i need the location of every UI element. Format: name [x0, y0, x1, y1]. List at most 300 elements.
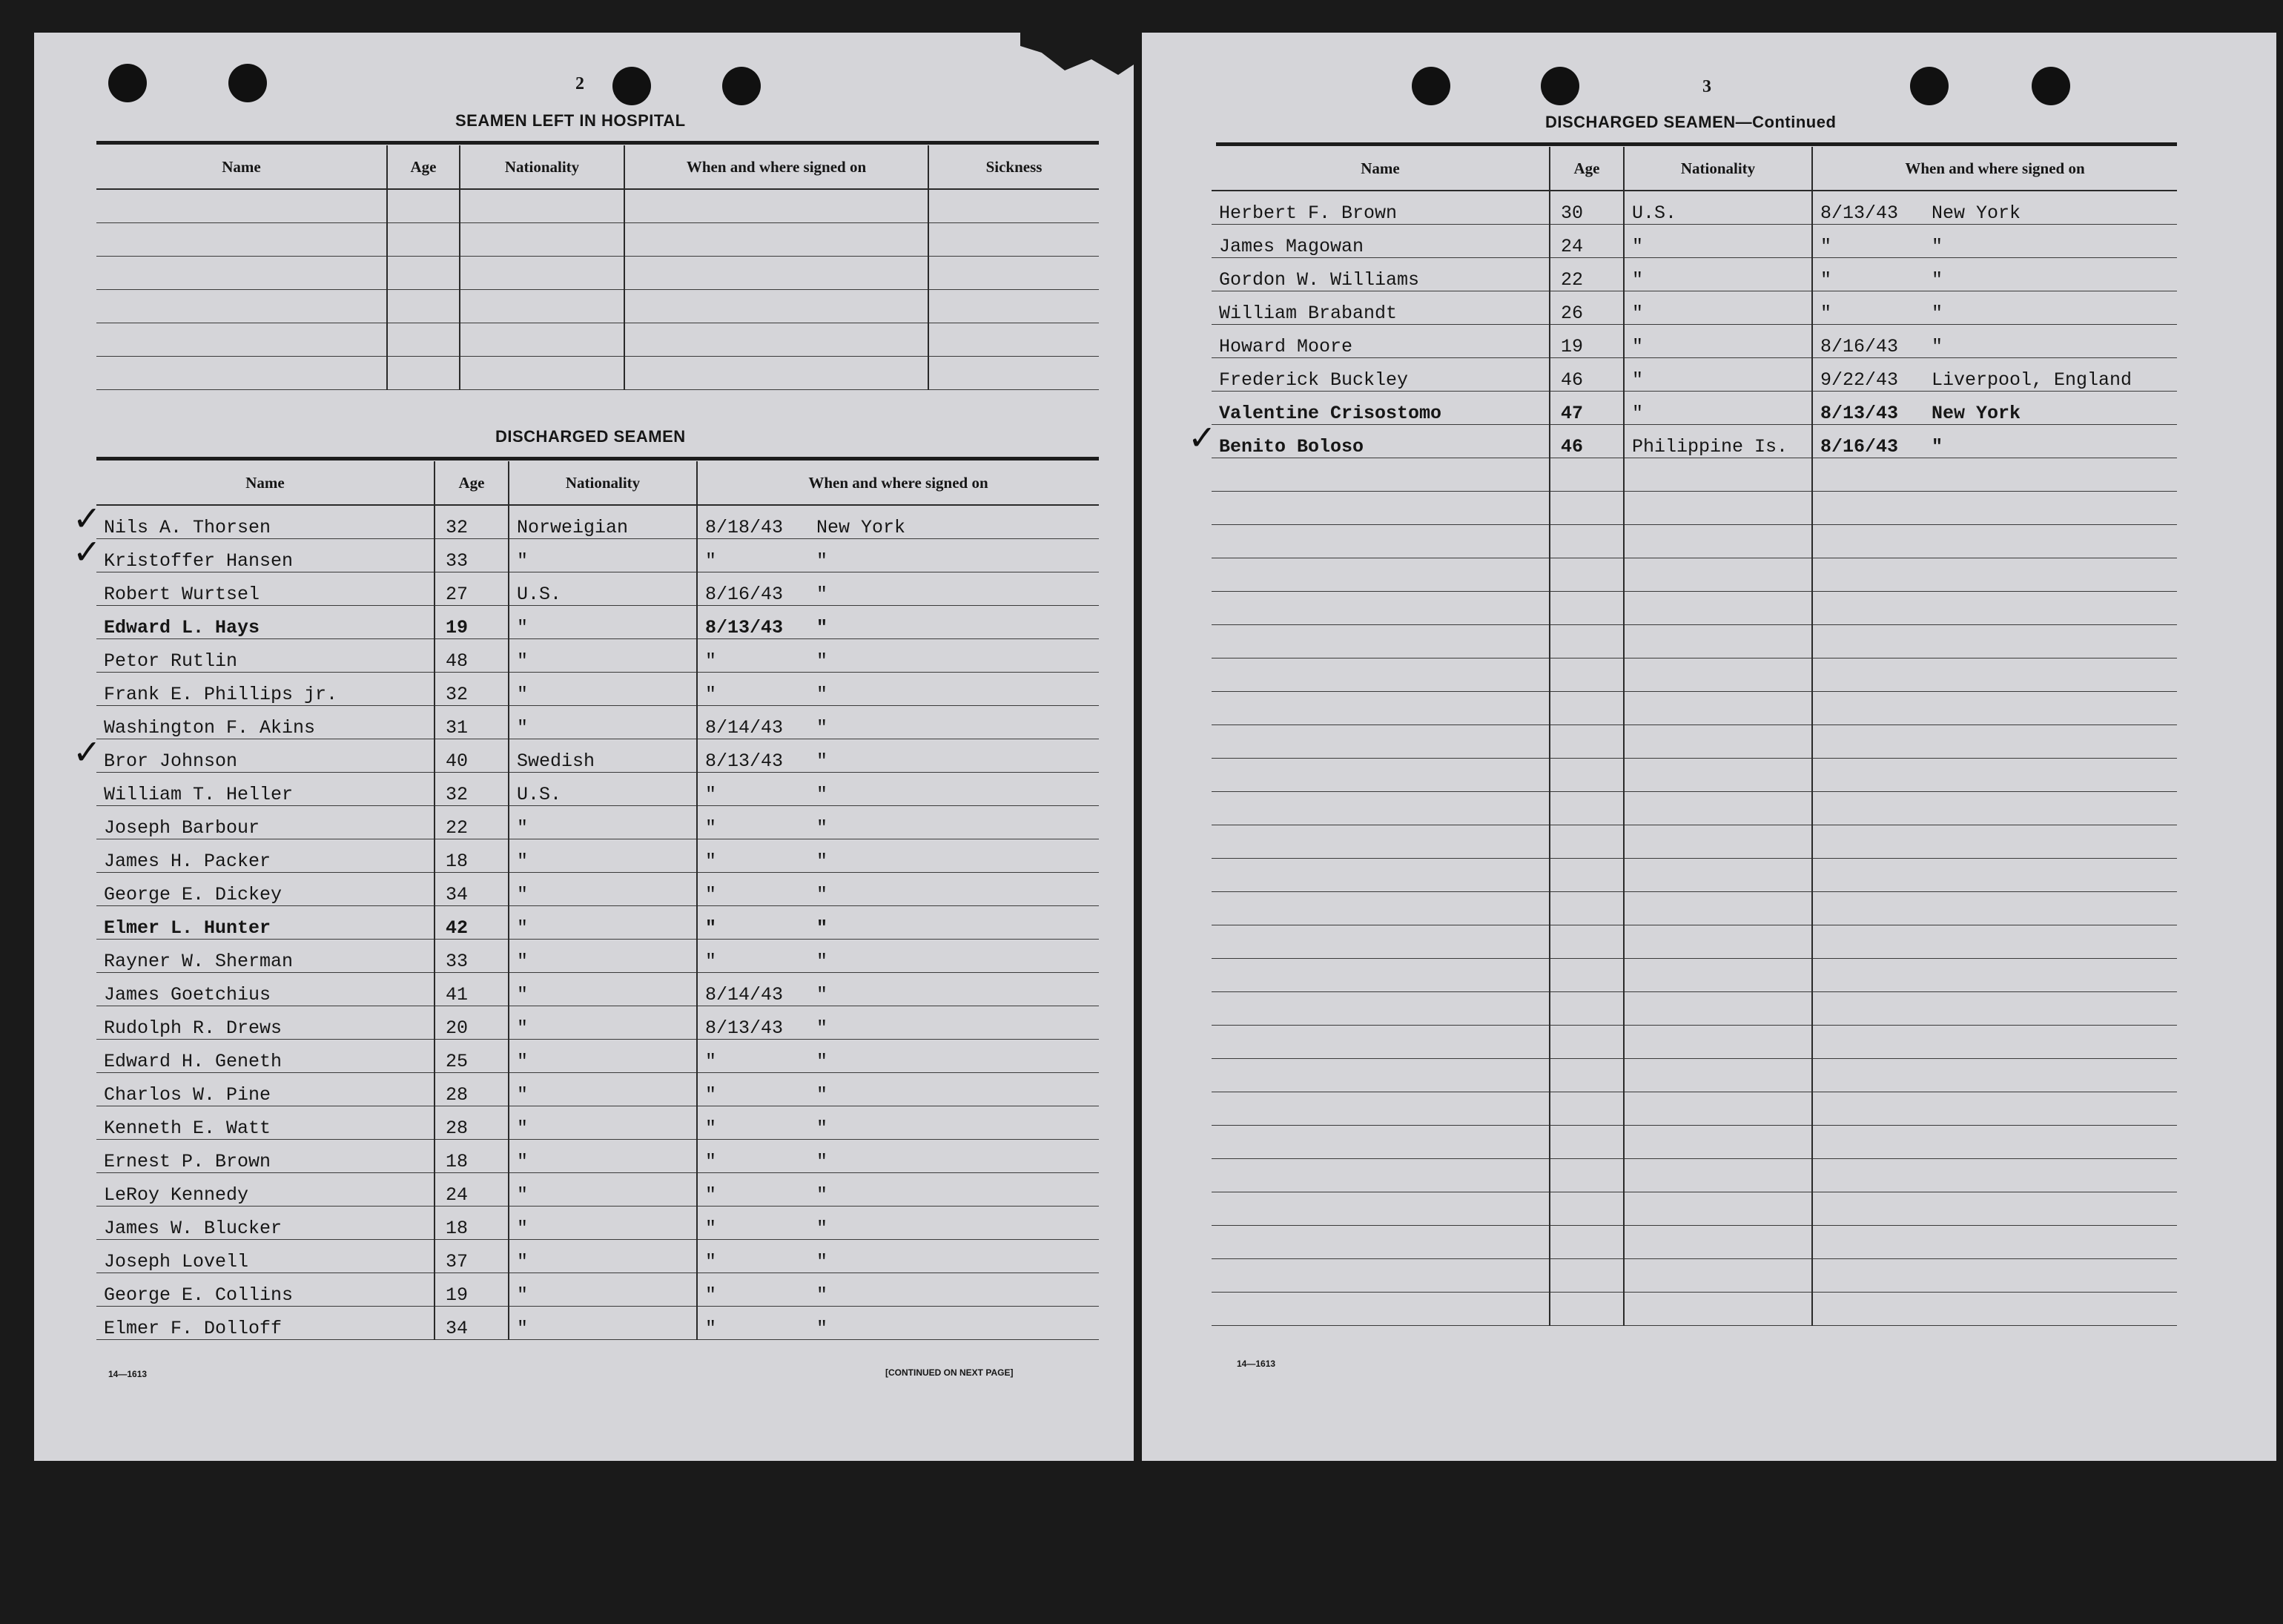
seaman-name: Frederick Buckley: [1212, 357, 1550, 391]
seaman-nationality: ": [509, 905, 697, 939]
signed-on-place: ": [816, 950, 828, 972]
table-row: [96, 1139, 1099, 1172]
signed-on-place: ": [816, 750, 828, 772]
signed-on-place: ": [816, 1083, 828, 1106]
blank-row: [1212, 691, 2177, 724]
blank-row: [96, 289, 1099, 323]
blank-row: [1212, 991, 2177, 1025]
seaman-age: 37: [435, 1239, 509, 1273]
signed-on-date: ": [705, 1150, 717, 1172]
signed-on-date: ": [1820, 302, 1832, 324]
blank-cell: [1624, 658, 1812, 691]
table-row: [96, 939, 1099, 972]
punch-hole: [1910, 67, 1949, 105]
blank-row: [1212, 1125, 2177, 1158]
blank-cell: [387, 256, 460, 289]
blank-cell: [1212, 1025, 1550, 1058]
seaman-age: 26: [1550, 291, 1624, 324]
blank-row: [1212, 524, 2177, 558]
seaman-age: 41: [435, 972, 509, 1006]
seaman-nationality: ": [509, 1139, 697, 1172]
table-row: [96, 1106, 1099, 1139]
signed-on-date: ": [705, 783, 717, 805]
seaman-nationality: U.S.: [509, 572, 697, 605]
seaman-nationality: ": [509, 605, 697, 638]
signed-on-cell: [697, 872, 1099, 905]
blank-row: [1212, 958, 2177, 991]
signed-on-cell: [697, 572, 1099, 605]
signed-on-cell: [697, 705, 1099, 739]
blank-cell: [1812, 791, 2177, 825]
blank-cell: [624, 323, 928, 356]
signed-on-date: 8/14/43: [705, 716, 784, 739]
section-rule: [96, 457, 1099, 461]
seaman-nationality: ": [509, 1072, 697, 1106]
blank-cell: [1550, 624, 1624, 658]
blank-cell: [1812, 1258, 2177, 1292]
seaman-name: William Brabandt: [1212, 291, 1550, 324]
seaman-nationality: ": [1624, 391, 1812, 424]
seaman-name: Charlos W. Pine: [96, 1072, 435, 1106]
signed-on-cell: [697, 1139, 1099, 1172]
seaman-nationality: ": [509, 672, 697, 705]
blank-cell: [1812, 591, 2177, 624]
check-mark-icon: ✓: [73, 498, 102, 538]
blank-cell: [1550, 491, 1624, 524]
blank-row: [1212, 1192, 2177, 1225]
signed-on-place: ": [816, 1150, 828, 1172]
signed-on-date: 8/13/43: [1820, 202, 1899, 224]
seaman-name: Elmer F. Dolloff: [96, 1306, 435, 1339]
signed-on-date: ": [705, 950, 717, 972]
seaman-age: 34: [435, 872, 509, 905]
seaman-age: 46: [1550, 424, 1624, 458]
signed-on-place: ": [816, 549, 828, 572]
table-row: [96, 505, 1099, 538]
signed-on-place: ": [816, 1250, 828, 1273]
hospital-section-title: SEAMEN LEFT IN HOSPITAL: [455, 111, 686, 130]
signed-on-date: 8/13/43: [705, 750, 784, 772]
seaman-age: 19: [435, 1273, 509, 1306]
seaman-name: George E. Dickey: [96, 872, 435, 905]
seaman-nationality: ": [1624, 257, 1812, 291]
signed-on-date: ": [705, 1184, 717, 1206]
table-row: [96, 1306, 1099, 1339]
punch-hole: [108, 64, 147, 102]
signed-on-date: 8/16/43: [705, 583, 784, 605]
blank-cell: [387, 323, 460, 356]
seaman-name: Joseph Barbour: [96, 805, 435, 839]
seaman-name: Howard Moore: [1212, 324, 1550, 357]
blank-cell: [1624, 1125, 1812, 1158]
blank-cell: [1212, 658, 1550, 691]
blank-row: [1212, 1225, 2177, 1258]
seaman-age: 47: [1550, 391, 1624, 424]
signed-on-cell: [1812, 257, 2177, 291]
blank-cell: [460, 289, 624, 323]
blank-row: [1212, 858, 2177, 891]
blank-cell: [1812, 1058, 2177, 1092]
blank-cell: [96, 289, 387, 323]
table-row: [96, 972, 1099, 1006]
signed-on-cell: [1812, 191, 2177, 224]
form-number: 14—1613: [108, 1369, 148, 1379]
blank-cell: [1812, 558, 2177, 591]
blank-cell: [1212, 724, 1550, 758]
seaman-age: 19: [435, 605, 509, 638]
seaman-nationality: ": [509, 805, 697, 839]
blank-cell: [1812, 524, 2177, 558]
signed-on-place: ": [816, 650, 828, 672]
table-row: [1212, 291, 2177, 324]
signed-on-place: New York: [1932, 202, 2021, 224]
seaman-name: Valentine Crisostomo: [1212, 391, 1550, 424]
blank-cell: [96, 256, 387, 289]
table-row: [96, 1006, 1099, 1039]
seaman-name: Edward L. Hays: [96, 605, 435, 638]
column-header: Age: [387, 145, 460, 189]
discharged-table: [96, 461, 1099, 1340]
column-header: When and where signed on: [624, 145, 928, 189]
table-row: [96, 1239, 1099, 1273]
seaman-age: 22: [1550, 257, 1624, 291]
blank-cell: [624, 256, 928, 289]
blank-row: [1212, 1025, 2177, 1058]
signed-on-cell: [697, 1039, 1099, 1072]
signed-on-date: ": [705, 1217, 717, 1239]
signed-on-cell: [697, 1273, 1099, 1306]
blank-cell: [1550, 925, 1624, 958]
signed-on-cell: [697, 939, 1099, 972]
seaman-age: 24: [435, 1172, 509, 1206]
table-row: [96, 605, 1099, 638]
blank-cell: [1624, 791, 1812, 825]
form-number: 14—1613: [1237, 1359, 1276, 1369]
signed-on-cell: [697, 772, 1099, 805]
blank-cell: [1212, 791, 1550, 825]
signed-on-place: ": [1932, 435, 1943, 458]
seaman-age: 32: [435, 772, 509, 805]
blank-row: [1212, 1258, 2177, 1292]
blank-cell: [1624, 491, 1812, 524]
blank-cell: [1212, 558, 1550, 591]
punch-hole: [2032, 67, 2070, 105]
blank-cell: [928, 323, 1099, 356]
seaman-name: James H. Packer: [96, 839, 435, 872]
blank-cell: [1812, 925, 2177, 958]
column-header: Name: [96, 461, 435, 505]
seaman-age: 33: [435, 939, 509, 972]
check-mark-icon: ✓: [1188, 417, 1217, 458]
seaman-name: Herbert F. Brown: [1212, 191, 1550, 224]
seaman-nationality: ": [509, 939, 697, 972]
seaman-age: 30: [1550, 191, 1624, 224]
signed-on-date: ": [705, 650, 717, 672]
table-row: [1212, 424, 2177, 458]
seaman-nationality: ": [509, 839, 697, 872]
table-row: [96, 572, 1099, 605]
seaman-nationality: ": [509, 1273, 697, 1306]
seaman-age: 46: [1550, 357, 1624, 391]
blank-cell: [1212, 1258, 1550, 1292]
blank-cell: [460, 222, 624, 256]
signed-on-cell: [1812, 224, 2177, 257]
blank-cell: [1812, 691, 2177, 724]
blank-cell: [1550, 724, 1624, 758]
signed-on-date: ": [705, 816, 717, 839]
page-number: 2: [575, 74, 584, 93]
blank-cell: [1624, 724, 1812, 758]
signed-on-cell: [697, 1072, 1099, 1106]
blank-cell: [1624, 524, 1812, 558]
punch-hole: [1412, 67, 1450, 105]
seaman-nationality: Swedish: [509, 739, 697, 772]
signed-on-date: ": [705, 1284, 717, 1306]
check-mark-icon: ✓: [73, 532, 102, 572]
blank-cell: [1624, 1258, 1812, 1292]
blank-row: [1212, 758, 2177, 791]
form-page-right: [1142, 33, 2276, 1461]
blank-cell: [1550, 558, 1624, 591]
signed-on-place: ": [1932, 235, 1943, 257]
blank-cell: [1624, 858, 1812, 891]
blank-cell: [1812, 458, 2177, 491]
column-header: Nationality: [509, 461, 697, 505]
signed-on-place: Liverpool, England: [1932, 369, 2132, 391]
signed-on-place: ": [1932, 302, 1943, 324]
blank-cell: [1812, 1192, 2177, 1225]
continued-note: [CONTINUED ON NEXT PAGE]: [885, 1367, 1014, 1378]
table-row: [96, 739, 1099, 772]
seaman-nationality: Philippine Is.: [1624, 424, 1812, 458]
blank-cell: [387, 189, 460, 222]
signed-on-place: ": [816, 1050, 828, 1072]
blank-cell: [1212, 825, 1550, 858]
signed-on-place: ": [816, 716, 828, 739]
seaman-nationality: ": [1624, 291, 1812, 324]
signed-on-date: 8/16/43: [1820, 335, 1899, 357]
signed-on-date: ": [705, 1117, 717, 1139]
signed-on-cell: [697, 1106, 1099, 1139]
blank-cell: [928, 222, 1099, 256]
blank-cell: [1550, 658, 1624, 691]
blank-cell: [1624, 891, 1812, 925]
table-row: [96, 672, 1099, 705]
blank-row: [1212, 825, 2177, 858]
blank-row: [1212, 1292, 2177, 1325]
blank-cell: [1624, 1192, 1812, 1225]
signed-on-place: New York: [816, 516, 906, 538]
seaman-age: 19: [1550, 324, 1624, 357]
punch-hole: [722, 67, 761, 105]
signed-on-place: ": [816, 917, 828, 939]
blank-row: [96, 323, 1099, 356]
seaman-name: Joseph Lovell: [96, 1239, 435, 1273]
blank-cell: [1812, 991, 2177, 1025]
blank-cell: [1812, 825, 2177, 858]
blank-cell: [387, 356, 460, 389]
signed-on-cell: [697, 1306, 1099, 1339]
seaman-name: Kristoffer Hansen: [96, 538, 435, 572]
blank-cell: [1212, 858, 1550, 891]
seaman-age: 18: [435, 1206, 509, 1239]
blank-cell: [1624, 1092, 1812, 1125]
table-row: [1212, 324, 2177, 357]
table-row: [1212, 357, 2177, 391]
signed-on-place: ": [816, 683, 828, 705]
seaman-nationality: ": [509, 1172, 697, 1206]
table-row: [96, 1039, 1099, 1072]
seaman-nationality: U.S.: [1624, 191, 1812, 224]
seaman-name: William T. Heller: [96, 772, 435, 805]
blank-cell: [1624, 1292, 1812, 1325]
seaman-name: LeRoy Kennedy: [96, 1172, 435, 1206]
continued-section-title: DISCHARGED SEAMEN—Continued: [1545, 113, 1837, 131]
blank-row: [1212, 558, 2177, 591]
blank-cell: [1212, 524, 1550, 558]
blank-row: [96, 222, 1099, 256]
blank-row: [1212, 925, 2177, 958]
blank-cell: [96, 356, 387, 389]
seaman-age: 20: [435, 1006, 509, 1039]
punch-hole: [612, 67, 651, 105]
blank-cell: [1624, 925, 1812, 958]
blank-cell: [928, 256, 1099, 289]
blank-cell: [1812, 724, 2177, 758]
signed-on-place: ": [816, 1184, 828, 1206]
discharged-section-title: DISCHARGED SEAMEN: [495, 427, 686, 446]
seaman-name: Elmer L. Hunter: [96, 905, 435, 939]
signed-on-cell: [697, 1239, 1099, 1273]
seaman-nationality: ": [509, 1106, 697, 1139]
blank-cell: [1550, 458, 1624, 491]
blank-row: [1212, 658, 2177, 691]
blank-cell: [96, 323, 387, 356]
blank-cell: [1212, 758, 1550, 791]
blank-cell: [1624, 624, 1812, 658]
blank-cell: [1624, 1058, 1812, 1092]
section-rule: [96, 141, 1099, 145]
blank-row: [1212, 724, 2177, 758]
blank-row: [1212, 1158, 2177, 1192]
signed-on-cell: [697, 805, 1099, 839]
blank-cell: [1812, 1292, 2177, 1325]
seaman-nationality: U.S.: [509, 772, 697, 805]
seaman-age: 33: [435, 538, 509, 572]
blank-cell: [387, 289, 460, 323]
signed-on-date: ": [705, 1317, 717, 1339]
column-header: Sickness: [928, 145, 1099, 189]
signed-on-date: ": [1820, 268, 1832, 291]
check-mark-icon: ✓: [73, 732, 102, 772]
blank-cell: [1812, 1125, 2177, 1158]
blank-cell: [1812, 1225, 2177, 1258]
seaman-name: Benito Boloso: [1212, 424, 1550, 458]
signed-on-date: ": [705, 549, 717, 572]
blank-cell: [1212, 624, 1550, 658]
blank-cell: [1550, 1258, 1624, 1292]
seaman-age: 28: [435, 1072, 509, 1106]
seaman-age: 34: [435, 1306, 509, 1339]
signed-on-date: 9/22/43: [1820, 369, 1899, 391]
table-row: [96, 638, 1099, 672]
blank-cell: [1812, 758, 2177, 791]
signed-on-place: ": [816, 1284, 828, 1306]
section-rule: [1216, 142, 2177, 146]
blank-cell: [1212, 1192, 1550, 1225]
signed-on-cell: [1812, 424, 2177, 458]
table-row: [1212, 224, 2177, 257]
seaman-age: 48: [435, 638, 509, 672]
seaman-age: 22: [435, 805, 509, 839]
blank-cell: [1212, 458, 1550, 491]
column-header: When and where signed on: [697, 461, 1099, 505]
signed-on-date: 8/13/43: [1820, 402, 1899, 424]
signed-on-date: ": [705, 1050, 717, 1072]
table-row: [96, 705, 1099, 739]
column-header: Nationality: [1624, 147, 1812, 191]
signed-on-date: ": [705, 883, 717, 905]
seaman-name: Ernest P. Brown: [96, 1139, 435, 1172]
blank-cell: [460, 256, 624, 289]
signed-on-cell: [697, 672, 1099, 705]
signed-on-date: 8/18/43: [705, 516, 784, 538]
blank-cell: [460, 356, 624, 389]
seaman-age: 24: [1550, 224, 1624, 257]
blank-cell: [460, 323, 624, 356]
seaman-name: Robert Wurtsel: [96, 572, 435, 605]
blank-cell: [624, 222, 928, 256]
blank-cell: [1624, 1225, 1812, 1258]
seaman-name: Nils A. Thorsen: [96, 505, 435, 538]
blank-row: [1212, 491, 2177, 524]
seaman-nationality: ": [509, 1239, 697, 1273]
signed-on-place: ": [816, 983, 828, 1006]
signed-on-cell: [1812, 291, 2177, 324]
seaman-nationality: ": [509, 1006, 697, 1039]
seaman-age: 25: [435, 1039, 509, 1072]
seaman-name: Gordon W. Williams: [1212, 257, 1550, 291]
blank-cell: [1212, 1125, 1550, 1158]
signed-on-cell: [1812, 391, 2177, 424]
seaman-nationality: ": [509, 1206, 697, 1239]
seaman-nationality: ": [1624, 357, 1812, 391]
seaman-age: 32: [435, 672, 509, 705]
table-row: [96, 538, 1099, 572]
seaman-name: Petor Rutlin: [96, 638, 435, 672]
signed-on-date: 8/16/43: [1820, 435, 1899, 458]
blank-cell: [1212, 1292, 1550, 1325]
table-row: [96, 772, 1099, 805]
blank-cell: [1624, 591, 1812, 624]
seaman-nationality: ": [509, 705, 697, 739]
column-header: Age: [1550, 147, 1624, 191]
seaman-name: Bror Johnson: [96, 739, 435, 772]
blank-row: [1212, 791, 2177, 825]
table-row: [96, 805, 1099, 839]
blank-row: [96, 189, 1099, 222]
blank-row: [1212, 624, 2177, 658]
seaman-name: Frank E. Phillips jr.: [96, 672, 435, 705]
column-header: When and where signed on: [1812, 147, 2177, 191]
signed-on-cell: [697, 1206, 1099, 1239]
blank-cell: [1550, 891, 1624, 925]
blank-cell: [460, 189, 624, 222]
seaman-nationality: ": [509, 872, 697, 905]
signed-on-place: ": [816, 783, 828, 805]
signed-on-cell: [697, 905, 1099, 939]
signed-on-date: ": [705, 850, 717, 872]
